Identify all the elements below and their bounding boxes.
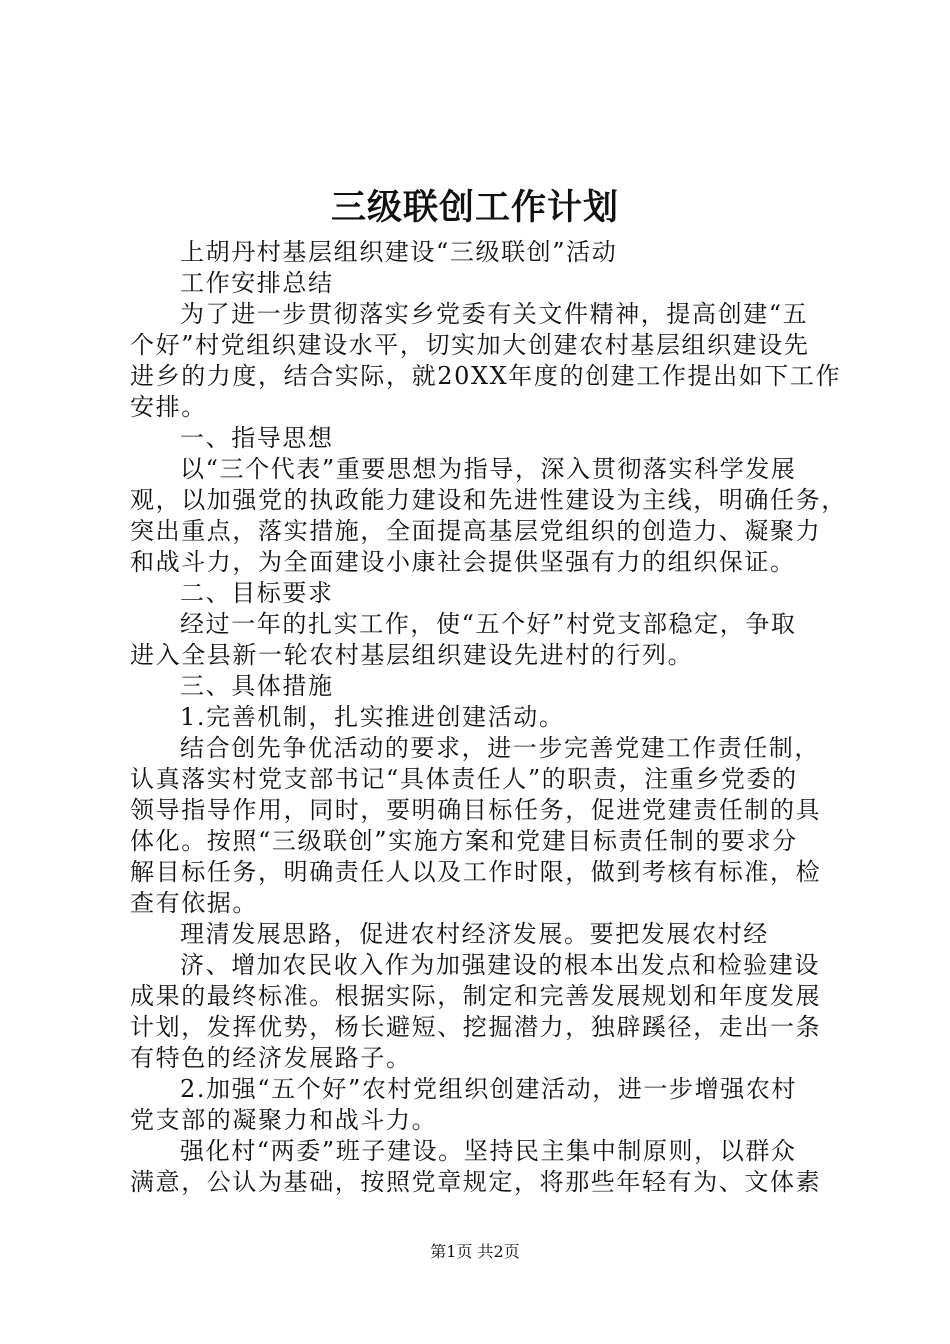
- text-line: 成果的最终标准。根据实际，制定和完善发展规划和年度发展: [130, 982, 822, 1010]
- section-heading: 二、目标要求: [180, 579, 334, 607]
- text-line: 上胡丹村基层组织建设“三级联创”活动: [180, 238, 618, 266]
- subsection-heading: 2.加强“五个好”农村党组织创建活动，进一步增强农村: [180, 1075, 798, 1103]
- text-line: 体化。按照“三级联创”实施方案和党建目标责任制的要求分: [130, 827, 798, 855]
- text-line: 查有依据。: [130, 889, 258, 917]
- text-line: 安排。: [130, 393, 207, 421]
- text-line: 强化村“两委”班子建设。坚持民主集中制原则，以群众: [180, 1137, 797, 1165]
- text-line: 认真落实村党支部书记“具体责任人”的职责，注重乡党委的: [130, 765, 798, 793]
- text-line: 个好”村党组织建设水平，切实加大创建农村基层组织建设先: [130, 331, 810, 359]
- text-line: 党支部的凝聚力和战斗力。: [130, 1106, 438, 1134]
- text-line: 工作安排总结: [180, 269, 334, 297]
- text-line: 经过一年的扎实工作，使“五个好”村党支部稳定，争取: [180, 610, 797, 638]
- text-line: 进乡的力度，结合实际，就20XX年度的创建工作提出如下工作: [130, 362, 842, 390]
- text-line: 进入全县新一轮农村基层组织建设先进村的行列。: [130, 641, 694, 669]
- text-line: 和战斗力，为全面建设小康社会提供坚强有力的组织保证。: [130, 548, 796, 576]
- text-line: 突出重点，落实措施，全面提高基层党组织的创造力、凝聚力: [130, 517, 822, 545]
- text-line: 以“三个代表”重要思想为指导，深入贯彻落实科学发展: [180, 455, 797, 483]
- subsection-heading: 1.完善机制，扎实推进创建活动。: [180, 703, 565, 731]
- text-line: 理清发展思路，促进农村经济发展。要把发展农村经: [180, 920, 769, 948]
- text-line: 结合创先争优活动的要求，进一步完善党建工作责任制，: [180, 734, 820, 762]
- text-line: 有特色的经济发展路子。: [130, 1044, 412, 1072]
- text-line: 计划，发挥优势，杨长避短、挖掘潜力，独辟蹊径，走出一条: [130, 1013, 822, 1041]
- text-line: 领导指导作用，同时，要明确目标任务，促进党建责任制的具: [130, 796, 822, 824]
- text-line: 观，以加强党的执政能力建设和先进性建设为主线，明确任务，: [130, 486, 847, 514]
- text-line: 解目标任务，明确责任人以及工作时限，做到考核有标准，检: [130, 858, 822, 886]
- text-line: 为了进一步贯彻落实乡党委有关文件精神，提高创建“五: [180, 300, 809, 328]
- text-line: 满意，公认为基础，按照党章规定，将那些年轻有为、文体素: [130, 1168, 822, 1196]
- section-heading: 三、具体措施: [180, 672, 334, 700]
- page-number: 第1页 共2页: [430, 1242, 520, 1261]
- text-line: 济、增加农民收入作为加强建设的根本出发点和检验建设: [180, 951, 820, 979]
- section-heading: 一、指导思想: [180, 424, 334, 452]
- document-title: 三级联创工作计划: [330, 187, 619, 228]
